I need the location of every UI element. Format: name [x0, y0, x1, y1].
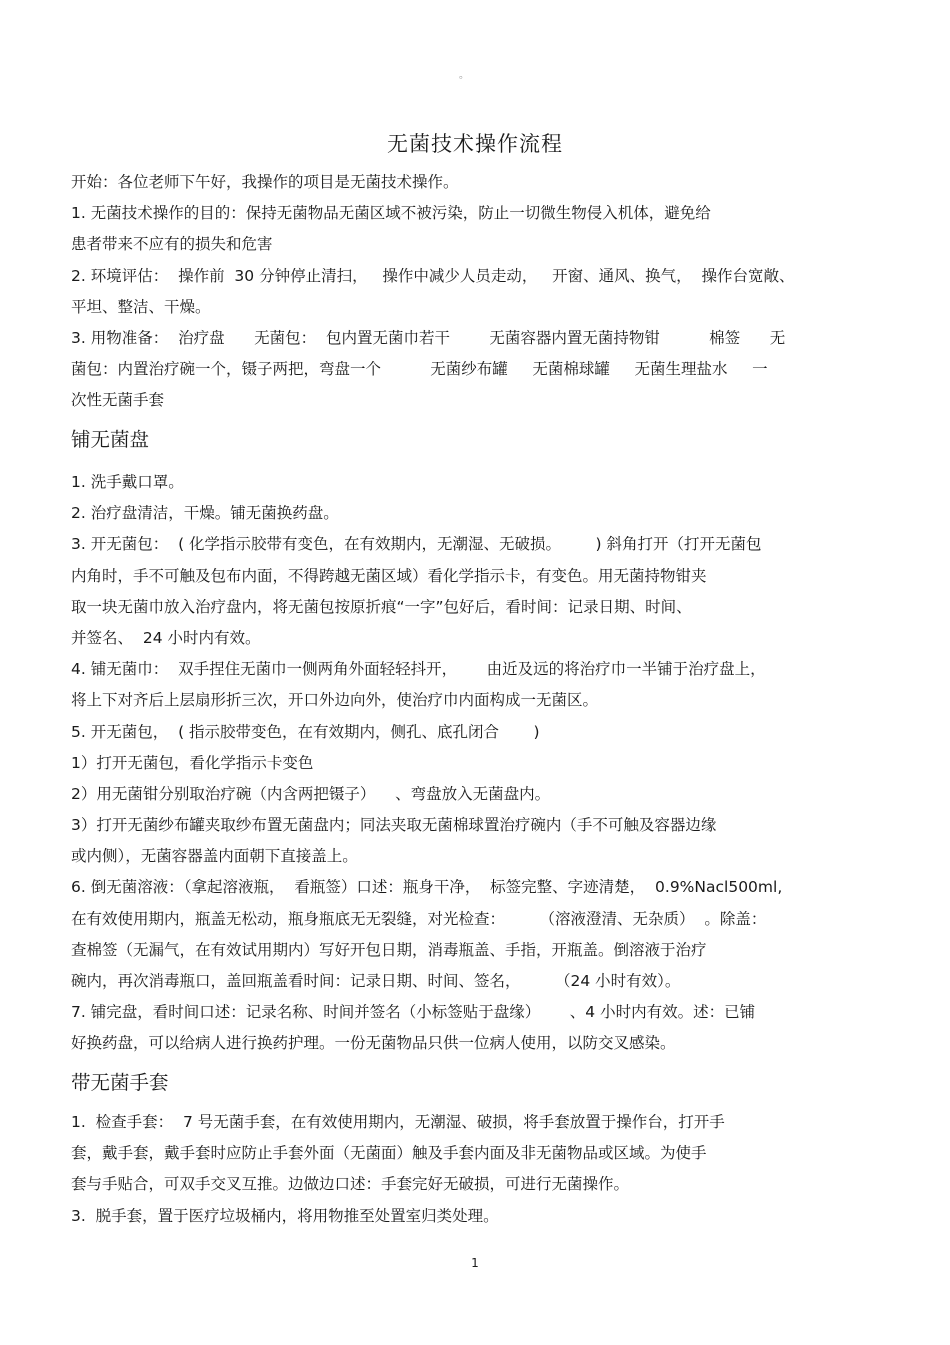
paragraph-line: 将上下对齐后上层扇形折三次，开口外边向外，使治疗巾内面构成一无菌区。 [71, 691, 599, 710]
paragraph-line: 5. 开无菌包， ( 指示胶带变色，在有效期内，侧孔、底孔闭合 ) [71, 722, 540, 741]
paragraph-line: 开始：各位老师下午好，我操作的项目是无菌技术操作。 [71, 173, 459, 191]
paragraph-line: 好换药盘，可以给病人进行换药护理。一份无菌物品只供一位病人使用，以防交叉感染。 [71, 1034, 676, 1053]
paragraph-line: 2. 治疗盘清洁，干燥。铺无菌换药盘。 [71, 504, 339, 523]
paragraph-line: 套与手贴合，可双手交叉互推。边做边口述：手套完好无破损，可进行无菌操作。 [71, 1175, 630, 1194]
top-mark: 。 [459, 70, 469, 81]
paragraph-line: 平坦、整洁、干燥。 [71, 297, 211, 316]
paragraph-line: 套，戴手套，戴手套时应防止手套外面（无菌面）触及手套内面及非无菌物品或区域。为使手 [71, 1144, 707, 1163]
paragraph-line: 取一块无菌巾放入治疗盘内，将无菌包按原折痕“一字”包好后，看时间：记录日期、时间、 [71, 597, 692, 616]
paragraph-line: 4. 铺无菌巾： 双手捏住无菌巾一侧两角外面轻轻抖开， 由近及远的将治疗巾一半铺于治疗盘上， [71, 660, 766, 679]
paragraph-line: 1. 检查手套： 7 号无菌手套，在有效使用期内，无潮湿、破损，将手套放置于操作台，打开手 [71, 1113, 725, 1131]
paragraph-line: 2）用无菌钳分别取治疗碗（内含两把镊子） 、弯盘放入无菌盘内。 [71, 784, 551, 803]
paragraph-line: 内角时，手不可触及包布内面，不得跨越无菌区域）看化学指示卡，有变色。用无菌持物钳夹 [71, 566, 707, 585]
paragraph-line: 7. 铺完盘，看时间口述：记录名称、时间并签名（小标签贴于盘缘） 、4 小时内有效。述：已铺 [71, 1003, 756, 1022]
paragraph-line: 在有效使用期内，瓶盖无松动，瓶身瓶底无无裂缝，对光检查： （溶液澄清、无杂质） 。除盖： [71, 909, 767, 928]
paragraph-line: 查棉签（无漏气，在有效试用期内）写好开包日期，消毒瓶盖、手指，开瓶盖。倒溶液于治疗 [71, 940, 707, 959]
document-title: 无菌技术操作流程 [387, 132, 563, 156]
paragraph-line: 3）打开无菌纱布罐夹取纱布置无菌盘内；同法夹取无菌棉球置治疗碗内（手不可触及容器边缘 [71, 816, 717, 835]
paragraph-line: 或内侧），无菌容器盖内面朝下直接盖上。 [71, 847, 358, 866]
section-heading: 带无菌手套 [71, 1071, 169, 1094]
section-sterile-tray [71, 467, 871, 1060]
section-heading: 铺无菌盘 [71, 428, 150, 451]
paragraph-line: 碗内，再次消毒瓶口，盖回瓶盖看时间：记录日期、时间、签名， （24 小时有效）。 [71, 972, 681, 990]
page-number: 1 [471, 1256, 479, 1270]
paragraph-line: 患者带来不应有的损失和危害 [71, 235, 273, 254]
paragraph-line: 3. 开无菌包： ( 化学指示胶带有变色，在有效期内，无潮湿、无破损。 ) 斜角打开（打开无菌包 [71, 535, 762, 554]
paragraph-line: 并签名、 24 小时内有效。 [71, 628, 261, 647]
paragraph-line: 1）打开无菌包，看化学指示卡变色 [71, 753, 314, 772]
intro-block [71, 167, 871, 417]
paragraph-line: 2. 环境评估： 操作前 30 分钟停止清扫， 操作中减少人员走动， 开窗、通风、换气， 操作台宽敞、 [71, 266, 795, 285]
paragraph-line: 3. 脱手套，置于医疗垃圾桶内，将用物推至处置室归类处理。 [71, 1206, 499, 1225]
paragraph-line: 1. 无菌技术操作的目的：保持无菌物品无菌区域不被污染，防止一切微生物侵入机体，避免给 [71, 204, 711, 223]
paragraph-line: 6. 倒无菌溶液：（拿起溶液瓶， 看瓶签）口述：瓶身干净， 标签完整、字迹清楚， 0.9%Nacl500ml, [71, 878, 783, 897]
paragraph-line: 1. 洗手戴口罩。 [71, 473, 184, 491]
paragraph-line: 菌包：内置治疗碗一个，镊子两把，弯盘一个 无菌纱布罐 无菌棉球罐 无菌生理盐水 一 [71, 360, 768, 379]
paragraph-line: 次性无菌手套 [71, 391, 165, 410]
paragraph-line: 3. 用物准备： 治疗盘 无菌包： 包内置无菌巾若干 无菌容器内置无菌持物钳 棉签 无 [71, 328, 786, 347]
section-sterile-gloves [71, 1107, 871, 1232]
